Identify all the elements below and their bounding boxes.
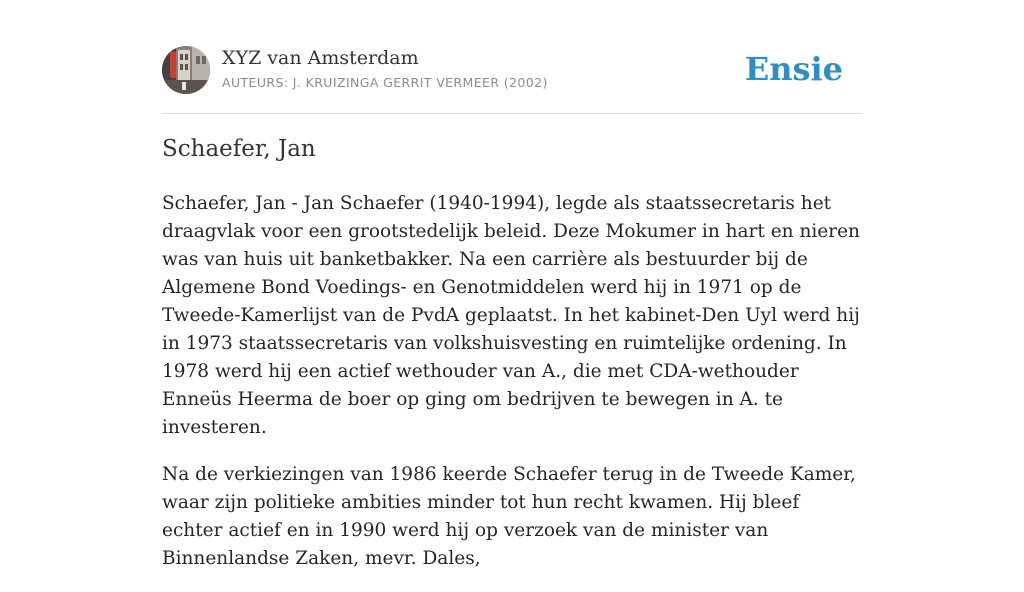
book-cover-avatar[interactable] [162, 46, 210, 94]
book-authors: AUTEURS: J. KRUIZINGA GERRIT VERMEER (2002) [222, 75, 548, 90]
book-cover-image [162, 46, 210, 94]
book-title[interactable]: XYZ van Amsterdam [222, 47, 419, 69]
entry-paragraph: Na de verkiezingen van 1986 keerde Schaefer terug in de Tweede Kamer, waar zijn politieke ambities minder tot hun recht kwamen. Hij bleef echter actief en in 1990 werd hij op verzoek van de minister van Binnenlandse Zaken, mevr. Dales, [162, 464, 856, 569]
ensie-logo[interactable]: Ensie [744, 50, 843, 88]
entry-paragraph: Schaefer, Jan - Jan Schaefer (1940-1994), legde als staatssecretaris het draagvlak voor een grootstedelijk beleid. Deze Mokumer in hart en nieren was van huis uit banketbakker. Na een carrière als bestuurder bij de Algemene Bond Voedings- en Genotmiddelen werd hij in 1971 op de Tweede-Kamerlijst van de PvdA geplaatst. In het kabinet-Den Uyl werd hij in 1973 staatssecretaris van volkshuisvesting en ruimtelijke ordening. In 1978 werd hij een actief wethouder van A., die met CDA-wethouder Enneüs Heerma de boer op ging om bedrijven te bewegen in A. te investeren. [162, 193, 860, 438]
book-header [162, 46, 862, 114]
entry-content [162, 190, 862, 592]
entry-title: Schaefer, Jan [162, 136, 316, 162]
